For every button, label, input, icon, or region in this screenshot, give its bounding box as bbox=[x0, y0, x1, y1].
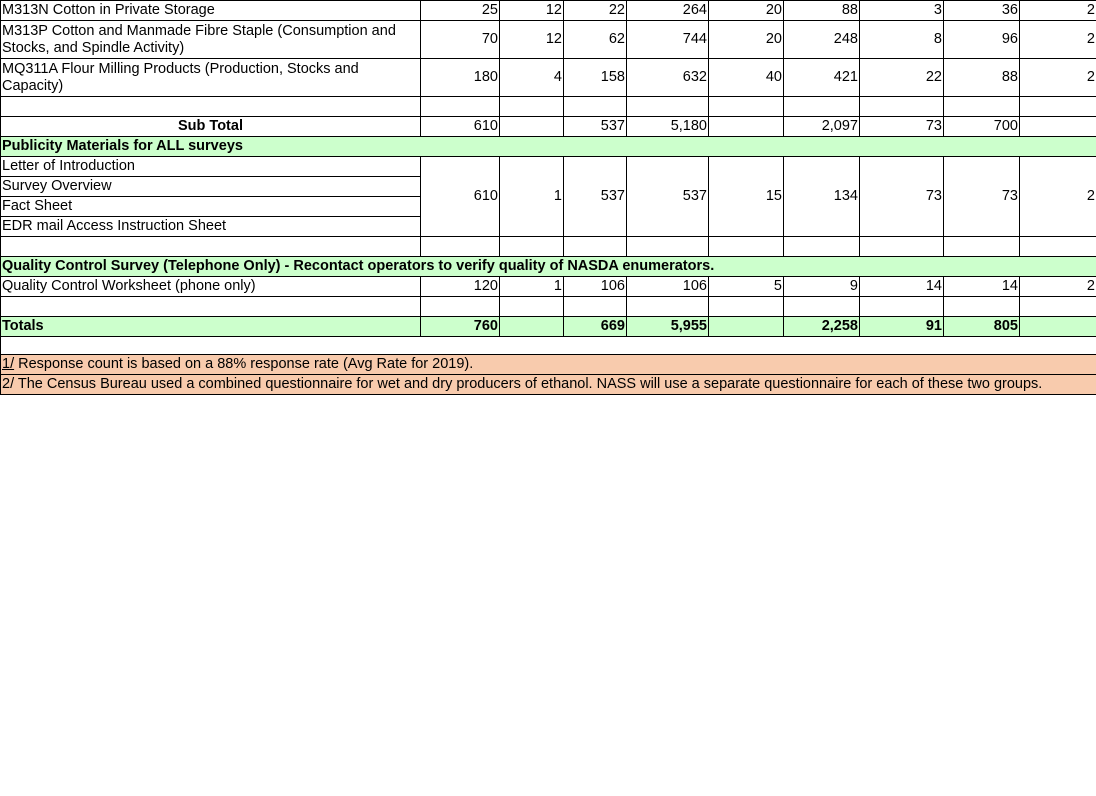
cell[interactable]: 73 bbox=[860, 117, 944, 137]
cell[interactable]: 70 bbox=[421, 21, 500, 59]
cell[interactable] bbox=[1020, 117, 1096, 137]
cell[interactable]: 4 bbox=[500, 59, 564, 97]
cell[interactable]: 20 bbox=[709, 1, 784, 21]
empty-cell[interactable] bbox=[421, 297, 500, 317]
footnote-2[interactable]: 2/ The Census Bureau used a combined questionnaire for wet and dry producers of ethanol. NASS will use a separate questionnaire for each of these two groups. bbox=[1, 375, 1096, 395]
empty-cell[interactable] bbox=[564, 97, 627, 117]
empty-row[interactable] bbox=[1, 297, 1096, 317]
cell[interactable]: 20 bbox=[709, 21, 784, 59]
cell[interactable]: 158 bbox=[564, 59, 627, 97]
cell[interactable]: 805 bbox=[944, 317, 1020, 337]
cell[interactable] bbox=[709, 117, 784, 137]
section-header-row[interactable] bbox=[1, 137, 1096, 157]
cell[interactable]: 744 bbox=[627, 21, 709, 59]
totals-label[interactable]: Totals bbox=[1, 317, 421, 337]
empty-cell[interactable] bbox=[944, 237, 1020, 257]
cell[interactable]: 537 bbox=[627, 157, 709, 237]
empty-cell[interactable] bbox=[860, 297, 944, 317]
cell[interactable]: 1 bbox=[500, 157, 564, 237]
cell[interactable]: 22 bbox=[860, 59, 944, 97]
cell[interactable]: 2 bbox=[1020, 157, 1096, 237]
empty-cell[interactable] bbox=[1, 297, 421, 317]
cell[interactable]: 9 bbox=[784, 277, 860, 297]
empty-row[interactable] bbox=[1, 97, 1096, 117]
empty-cell[interactable] bbox=[1020, 297, 1096, 317]
quality-heading[interactable]: Quality Control Survey (Telephone Only) - Recontact operators to verify quality of NASDA enumerators. bbox=[1, 257, 1096, 277]
cell[interactable]: 22 bbox=[564, 1, 627, 21]
cell[interactable]: 8 bbox=[860, 21, 944, 59]
empty-cell[interactable] bbox=[944, 97, 1020, 117]
table-row[interactable] bbox=[1, 277, 1096, 297]
cell[interactable]: 669 bbox=[564, 317, 627, 337]
cell[interactable]: 700 bbox=[944, 117, 1020, 137]
table-row[interactable] bbox=[1, 59, 1096, 97]
cell[interactable]: 73 bbox=[860, 157, 944, 237]
cell[interactable]: 120 bbox=[421, 277, 500, 297]
cell[interactable]: 2 bbox=[1020, 59, 1096, 97]
empty-cell[interactable] bbox=[564, 297, 627, 317]
cell[interactable]: 2 bbox=[1020, 1, 1096, 21]
cell[interactable]: 610 bbox=[421, 117, 500, 137]
footnote-1[interactable] bbox=[1, 355, 1096, 375]
footnote-row[interactable] bbox=[1, 375, 1096, 395]
footnote-1-marker: 1/ bbox=[2, 356, 15, 372]
cell[interactable]: 248 bbox=[784, 21, 860, 59]
footnote-1-text: Response count is based on a 88% response rate (Avg Rate for 2019). bbox=[14, 356, 474, 372]
cell[interactable]: 760 bbox=[421, 317, 500, 337]
cell[interactable]: 14 bbox=[944, 277, 1020, 297]
empty-cell[interactable] bbox=[860, 97, 944, 117]
cell[interactable]: 106 bbox=[564, 277, 627, 297]
cell[interactable]: 14 bbox=[860, 277, 944, 297]
subtotal-label[interactable]: Sub Total bbox=[1, 117, 421, 137]
cell[interactable]: 2,097 bbox=[784, 117, 860, 137]
empty-row[interactable] bbox=[1, 237, 1096, 257]
row-label[interactable]: MQ311A Flour Milling Products (Production, Stocks and Capacity) bbox=[1, 59, 421, 97]
empty-cell[interactable] bbox=[500, 297, 564, 317]
cell[interactable]: 3 bbox=[860, 1, 944, 21]
empty-cell[interactable] bbox=[709, 97, 784, 117]
cell[interactable]: 537 bbox=[564, 117, 627, 137]
cell[interactable]: 421 bbox=[784, 59, 860, 97]
cell[interactable]: 2,258 bbox=[784, 317, 860, 337]
cell[interactable] bbox=[500, 317, 564, 337]
table-row[interactable] bbox=[1, 21, 1096, 59]
cell[interactable]: 91 bbox=[860, 317, 944, 337]
empty-cell[interactable] bbox=[627, 97, 709, 117]
cell[interactable]: 180 bbox=[421, 59, 500, 97]
subtotal-row[interactable] bbox=[1, 117, 1096, 137]
empty-cell[interactable] bbox=[784, 297, 860, 317]
cell[interactable]: 36 bbox=[944, 1, 1020, 21]
cell[interactable]: 537 bbox=[564, 157, 627, 237]
cell[interactable]: 2 bbox=[1020, 277, 1096, 297]
cell[interactable]: 15 bbox=[709, 157, 784, 237]
empty-cell[interactable] bbox=[627, 237, 709, 257]
cell[interactable]: 5 bbox=[709, 277, 784, 297]
cell[interactable]: 2 bbox=[1020, 21, 1096, 59]
empty-cell[interactable] bbox=[500, 237, 564, 257]
cell[interactable]: 12 bbox=[500, 1, 564, 21]
cell[interactable]: 88 bbox=[784, 1, 860, 21]
cell[interactable]: 106 bbox=[627, 277, 709, 297]
row-label[interactable]: M313P Cotton and Manmade Fibre Staple (Consumption and Stocks, and Spindle Activity) bbox=[1, 21, 421, 59]
publicity-item[interactable]: Fact Sheet bbox=[1, 197, 421, 217]
section-header-row[interactable] bbox=[1, 257, 1096, 277]
empty-cell[interactable] bbox=[860, 237, 944, 257]
cell[interactable]: 5,955 bbox=[627, 317, 709, 337]
table-row[interactable] bbox=[1, 1, 1096, 21]
cell[interactable]: 88 bbox=[944, 59, 1020, 97]
empty-cell[interactable] bbox=[627, 297, 709, 317]
empty-cell[interactable] bbox=[784, 97, 860, 117]
cell[interactable]: 5,180 bbox=[627, 117, 709, 137]
empty-cell[interactable] bbox=[1020, 237, 1096, 257]
spacer-cell bbox=[1, 337, 1096, 355]
cell[interactable]: 25 bbox=[421, 1, 500, 21]
empty-cell[interactable] bbox=[500, 97, 564, 117]
cell[interactable] bbox=[500, 117, 564, 137]
empty-cell[interactable] bbox=[944, 297, 1020, 317]
empty-cell[interactable] bbox=[709, 297, 784, 317]
row-label[interactable]: Quality Control Worksheet (phone only) bbox=[1, 277, 421, 297]
empty-cell[interactable] bbox=[1, 97, 421, 117]
totals-row[interactable] bbox=[1, 317, 1096, 337]
cell[interactable]: 96 bbox=[944, 21, 1020, 59]
cell[interactable]: 1 bbox=[500, 277, 564, 297]
table-row[interactable] bbox=[1, 157, 1096, 177]
empty-cell[interactable] bbox=[421, 237, 500, 257]
cell[interactable]: 632 bbox=[627, 59, 709, 97]
cell[interactable]: 40 bbox=[709, 59, 784, 97]
empty-cell[interactable] bbox=[1, 237, 421, 257]
empty-cell[interactable] bbox=[1020, 97, 1096, 117]
empty-cell[interactable] bbox=[784, 237, 860, 257]
empty-cell[interactable] bbox=[421, 97, 500, 117]
cell[interactable]: 12 bbox=[500, 21, 564, 59]
publicity-item[interactable]: EDR mail Access Instruction Sheet bbox=[1, 217, 421, 237]
publicity-item[interactable]: Survey Overview bbox=[1, 177, 421, 197]
footnote-row[interactable] bbox=[1, 355, 1096, 375]
publicity-item[interactable]: Letter of Introduction bbox=[1, 157, 421, 177]
row-label[interactable]: M313N Cotton in Private Storage bbox=[1, 1, 421, 21]
cell[interactable]: 134 bbox=[784, 157, 860, 237]
cell[interactable]: 62 bbox=[564, 21, 627, 59]
empty-cell[interactable] bbox=[709, 237, 784, 257]
cell[interactable] bbox=[709, 317, 784, 337]
cell[interactable] bbox=[1020, 317, 1096, 337]
publicity-heading[interactable]: Publicity Materials for ALL surveys bbox=[1, 137, 1096, 157]
burden-table bbox=[0, 0, 1096, 395]
empty-cell[interactable] bbox=[564, 237, 627, 257]
cell[interactable]: 73 bbox=[944, 157, 1020, 237]
spacer-row bbox=[1, 337, 1096, 355]
cell[interactable]: 264 bbox=[627, 1, 709, 21]
cell[interactable]: 610 bbox=[421, 157, 500, 237]
